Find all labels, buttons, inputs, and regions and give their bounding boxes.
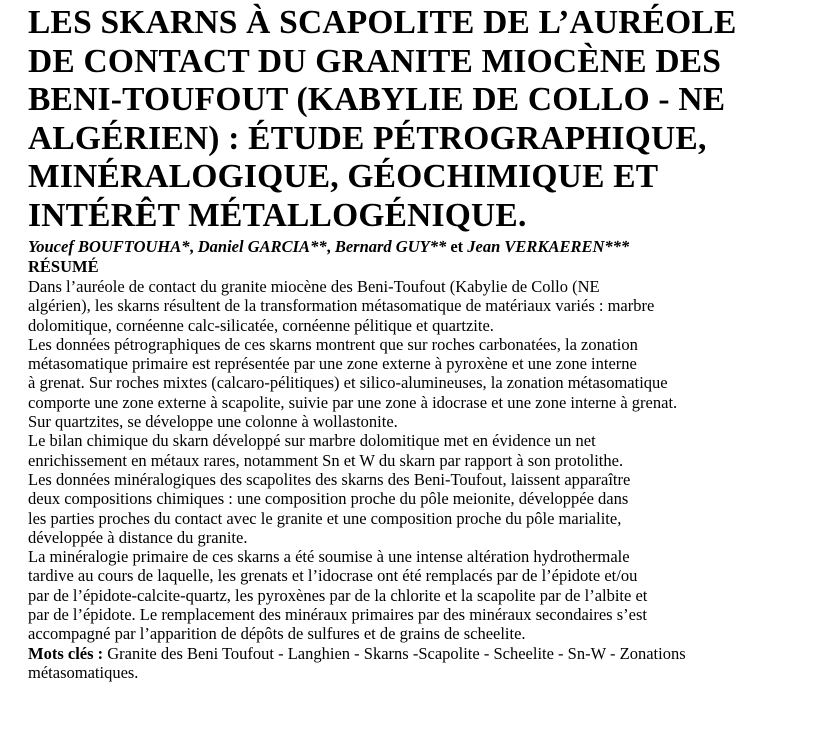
keywords-label: Mots clés : xyxy=(28,643,104,663)
keywords-continuation: métasomatiques. xyxy=(28,662,139,682)
abstract-line: Les données minéralogiques des scapolites des skarns des Beni-Toufout, laissent apparaître xyxy=(28,469,631,489)
abstract-line: dolomitique, cornéenne calc-silicatée, cornéenne pélitique et quartzite. xyxy=(28,315,494,335)
abstract-line: Le bilan chimique du skarn développé sur marbre dolomitique met en évidence un net xyxy=(28,431,596,451)
author-separator: , xyxy=(326,237,335,256)
title-line: MINÉRALOGIQUE, GÉOCHIMIQUE ET xyxy=(28,158,659,195)
title-line: ALGÉRIEN) : ÉTUDE PÉTROGRAPHIQUE, xyxy=(28,119,707,157)
abstract-heading: RÉSUMÉ xyxy=(28,257,99,276)
abstract-line: enrichissement en métaux rares, notamment Sn et W du skarn par rapport à son protolithe. xyxy=(28,450,624,470)
abstract-line: La minéralogie primaire de ces skarns a été soumise à une intense altération hydrothermale xyxy=(28,547,630,567)
abstract-line: Dans l’auréole de contact du granite miocène des Beni-Toufout (Kabylie de Collo (NE xyxy=(28,277,600,296)
keywords-line xyxy=(28,644,808,663)
abstract-line: accompagné par l’apparition de dépôts de sulfures et de grains de scheelite. xyxy=(28,624,526,644)
author-separator: , xyxy=(189,237,198,256)
author-name: Daniel GARCIA** xyxy=(197,237,327,256)
abstract-line: à grenat. Sur roches mixtes (calcaro-pélitiques) et silico-alumineuses, la zonation métasomatique xyxy=(28,373,668,393)
title-line: BENI-TOUFOUT (KABYLIE DE COLLO - NE xyxy=(28,81,726,118)
abstract-line: Sur quartzites, se développe une colonne à wollastonite. xyxy=(28,412,398,432)
abstract-line: deux compositions chimiques : une composition proche du pôle meionite, développée dans xyxy=(28,489,629,509)
abstract-line: tardive au cours de laquelle, les grenats et l’idocrase ont été remplacés par de l’épidote et/ou xyxy=(28,566,638,586)
abstract-line: Les données pétrographiques de ces skarns montrent que sur roches carbonatées, la zonation xyxy=(28,334,638,354)
paper-title xyxy=(28,4,808,235)
author-separator: et xyxy=(446,237,468,256)
author-list xyxy=(28,237,808,257)
abstract-line: par de l’épidote-calcite-quartz, les pyroxènes par de la chlorite et la scapolite par de l’albite et xyxy=(28,585,648,605)
author-name: Youcef BOUFTOUHA* xyxy=(28,237,190,256)
author-name: Bernard GUY** xyxy=(334,237,447,256)
abstract-line: comporte une zone externe à scapolite, suivie par une zone à idocrase et une zone interne à grenat. xyxy=(28,392,678,412)
keywords-text: Granite des Beni Toufout - Langhien - Skarns -Scapolite - Scheelite - Sn-W - Zonations xyxy=(103,643,686,663)
paper-page xyxy=(28,4,808,682)
abstract-line: algérien), les skarns résultent de la transformation métasomatique de matériaux variés : marbre xyxy=(28,296,655,316)
author-name: Jean VERKAEREN*** xyxy=(467,237,630,256)
abstract-line: les parties proches du contact avec le granite et une composition proche du pôle marialite, xyxy=(28,508,622,528)
keywords xyxy=(28,644,808,683)
title-line: DE CONTACT DU GRANITE MIOCÈNE DES xyxy=(28,42,722,80)
abstract-body xyxy=(28,277,808,644)
abstract-line: métasomatique primaire est représentée par une zone externe à pyroxène et une zone interne xyxy=(28,354,637,374)
abstract-line: par de l’épidote. Le remplacement des minéraux primaires par des minéraux secondaires s’est xyxy=(28,605,647,625)
title-line: LES SKARNS À SCAPOLITE DE L’AURÉOLE xyxy=(28,4,737,41)
title-line: INTÉRÊT MÉTALLOGÉNIQUE. xyxy=(28,196,527,234)
abstract-line: développée à distance du granite. xyxy=(28,527,248,547)
